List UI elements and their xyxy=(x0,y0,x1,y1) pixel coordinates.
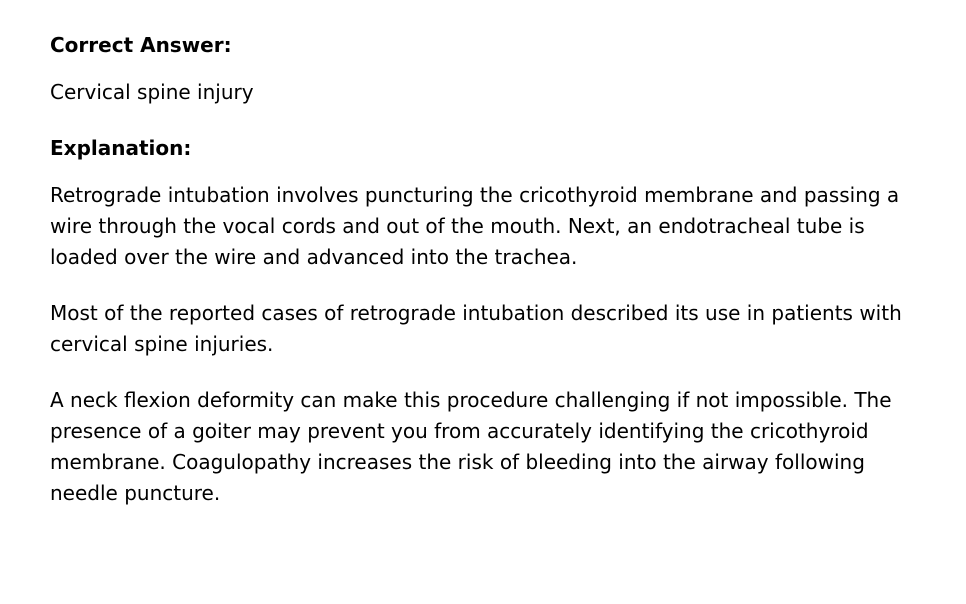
explanation-paragraph-2: Most of the reported cases of retrograde intubation described its use in patients with cervical spine injuries. xyxy=(50,301,902,356)
answer-explanation-panel xyxy=(50,30,920,509)
explanation-paragraph-1: Retrograde intubation involves puncturing the cricothyroid membrane and passing a wire through the vocal cords and out of the mouth. Next, an endotracheal tube is loaded over the wire and advanced into the trachea. xyxy=(50,183,900,269)
explanation-heading: Explanation: xyxy=(50,136,192,160)
correct-answer-text: Cervical spine injury xyxy=(50,80,254,104)
explanation-paragraph-3: A neck flexion deformity can make this procedure challenging if not impossible. The presence of a goiter may prevent you from accurately identifying the cricothyroid membrane. Coagulopathy increases the risk of bleeding into the airway following needle puncture. xyxy=(50,388,892,505)
correct-answer-heading: Correct Answer: xyxy=(50,33,232,57)
